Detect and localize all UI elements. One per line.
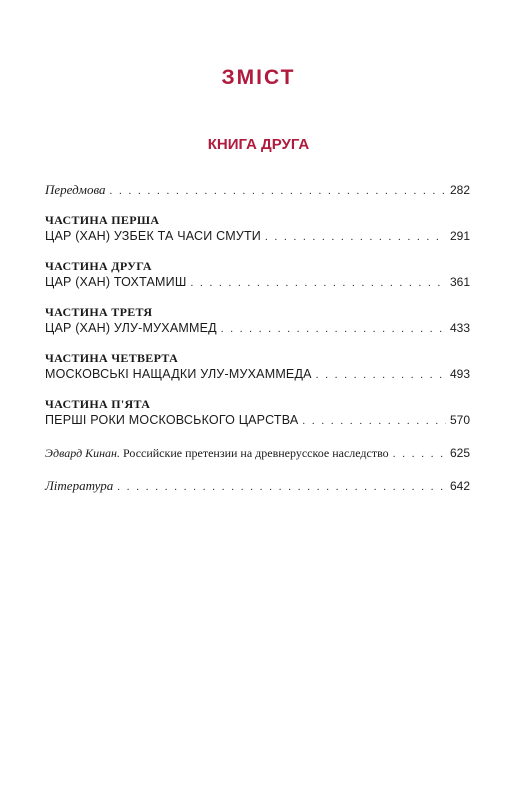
dot-leader xyxy=(117,479,446,495)
toc-part-2 xyxy=(45,259,470,291)
toc-entry xyxy=(45,228,470,245)
table-of-contents xyxy=(45,182,470,495)
part-heading: ЧАСТИНА ТРЕТЯ xyxy=(45,305,153,319)
dot-leader xyxy=(221,321,446,337)
toc-entry xyxy=(45,412,470,429)
dot-leader xyxy=(393,446,446,462)
toc-entry-label: МОСКОВСЬКІ НАЩАДКИ УЛУ-МУХАММЕДА xyxy=(45,367,312,381)
dot-leader xyxy=(110,183,446,199)
toc-entry-label xyxy=(45,445,389,461)
toc-entry-preface xyxy=(45,182,470,199)
toc-page-number: 433 xyxy=(449,321,470,335)
part-heading: ЧАСТИНА ПЕРША xyxy=(45,213,160,227)
toc-entry-label: ЦАР (ХАН) УЗБЕК ТА ЧАСИ СМУТИ xyxy=(45,229,261,243)
toc-page-number: 625 xyxy=(449,446,470,460)
appendix-title: Российские претензии на древнерусское наследство xyxy=(123,446,389,460)
toc-page-number: 642 xyxy=(449,479,470,493)
toc-part-5 xyxy=(45,397,470,429)
part-heading: ЧАСТИНА ЧЕТВЕРТА xyxy=(45,351,179,365)
toc-entry-literature xyxy=(45,478,470,495)
toc-page-number: 291 xyxy=(449,229,470,243)
toc-page-number: 361 xyxy=(449,275,470,289)
toc-part-3 xyxy=(45,305,470,337)
part-heading: ЧАСТИНА П'ЯТА xyxy=(45,397,151,411)
toc-entry-label: Література xyxy=(45,478,114,493)
toc-entry-label: ЦАР (ХАН) УЛУ-МУХАММЕД xyxy=(45,321,217,335)
toc-entry-label: ЦАР (ХАН) ТОХТАМИШ xyxy=(45,275,187,289)
toc-entry xyxy=(45,274,470,291)
toc-part-1 xyxy=(45,213,470,245)
page-title: ЗМІСТ xyxy=(221,66,296,89)
toc-entry-appendix xyxy=(45,445,470,462)
toc-entry xyxy=(45,320,470,337)
dot-leader xyxy=(265,229,446,245)
book-title: КНИГА ДРУГА xyxy=(207,136,310,153)
toc-entry-label: Передмова xyxy=(45,182,106,197)
toc-entry xyxy=(45,366,470,383)
toc-page-number: 570 xyxy=(449,413,470,427)
dot-leader xyxy=(302,413,446,429)
part-heading: ЧАСТИНА ДРУГА xyxy=(45,259,152,273)
appendix-author: Эдвард Кинан. xyxy=(45,446,121,460)
toc-part-4 xyxy=(45,351,470,383)
dot-leader xyxy=(316,367,446,383)
toc-page-number: 493 xyxy=(449,367,470,381)
toc-entry-label: ПЕРШІ РОКИ МОСКОВСЬКОГО ЦАРСТВА xyxy=(45,413,299,427)
dot-leader xyxy=(190,275,445,291)
toc-page-number: 282 xyxy=(449,183,470,197)
